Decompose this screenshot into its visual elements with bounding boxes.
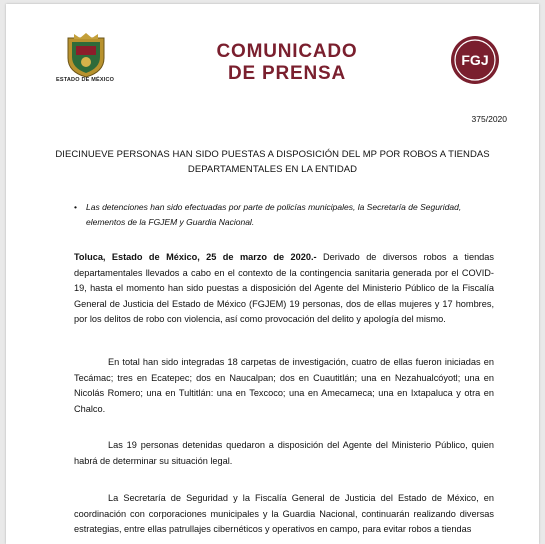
paragraph-1 xyxy=(74,250,494,328)
headline-line-1: DIECINUEVE PERSONAS HAN SIDO PUESTAS A DISPOSICIÓN DEL MP POR ROBOS A TIENDAS xyxy=(55,149,490,160)
fgj-logo-icon xyxy=(450,35,500,85)
bullet-item xyxy=(74,200,491,230)
bullet-dot-icon: • xyxy=(74,202,77,212)
title-line-1: COMUNICADO xyxy=(216,41,358,62)
fgj-logo-text: FGJ xyxy=(461,52,489,68)
document-page xyxy=(6,4,539,544)
crest-label: ESTADO DE MÉXICO xyxy=(56,77,115,83)
estado-de-mexico-crest-icon xyxy=(64,32,108,78)
dateline: Toluca, Estado de México, 25 de marzo de 2020.- xyxy=(74,252,317,262)
paragraph-2: En total han sido integradas 18 carpetas de investigación, cuatro de ellas fueron iniciadas en Tecámac; tres en Ecatepec; dos en Naucalpan; dos en Cuautitlán; una en Nezahualcóyotl; una en Nicolás Romero; una en Tultitlán: una en Texcoco; una en Amecameca; una en Ixtapaluca y otra en Chalco. xyxy=(74,357,494,414)
document-number: 375/2020 xyxy=(471,114,507,124)
headline xyxy=(46,147,499,177)
headline-line-2: DEPARTAMENTALES EN LA ENTIDAD xyxy=(187,164,358,175)
paragraph-4: La Secretaría de Seguridad y la Fiscalía General de Justicia del Estado de México, en coordinación con corporaciones municipales y la Guardia Nacional, continuarán realizando diversas estrategias, entre ellas patrullajes cibernéticos y operativos en campo, para evitar robos a tiendas xyxy=(74,493,494,534)
title-line-2: DE PRENSA xyxy=(227,63,347,84)
paragraph-3: Las 19 personas detenidas quedaron a disposición del Agente del Ministerio Público, quien habrá de determinar su situación legal. xyxy=(74,440,494,466)
page-title xyxy=(202,41,372,85)
paragraph-1-body: Derivado de diversos robos a tiendas departamentales llevados a cabo en el contexto de la contingencia sanitaria generada por el COVID-19, hasta el momento han sido puestas a disposición del Agente del Ministerio Público de la Fiscalía General de Justicia del Estado de México (FGJEM) 19 personas, dos de ellas mujeres y 17 hombres, por los delitos de robo con violencia, así como provocación del delito y apología del mismo. xyxy=(74,252,494,324)
bullet-text: Las detenciones han sido efectuadas por parte de policías municipales, la Secretaría de Seguridad, elementos de la FGJEM y Guardia Nacional. xyxy=(86,202,462,227)
